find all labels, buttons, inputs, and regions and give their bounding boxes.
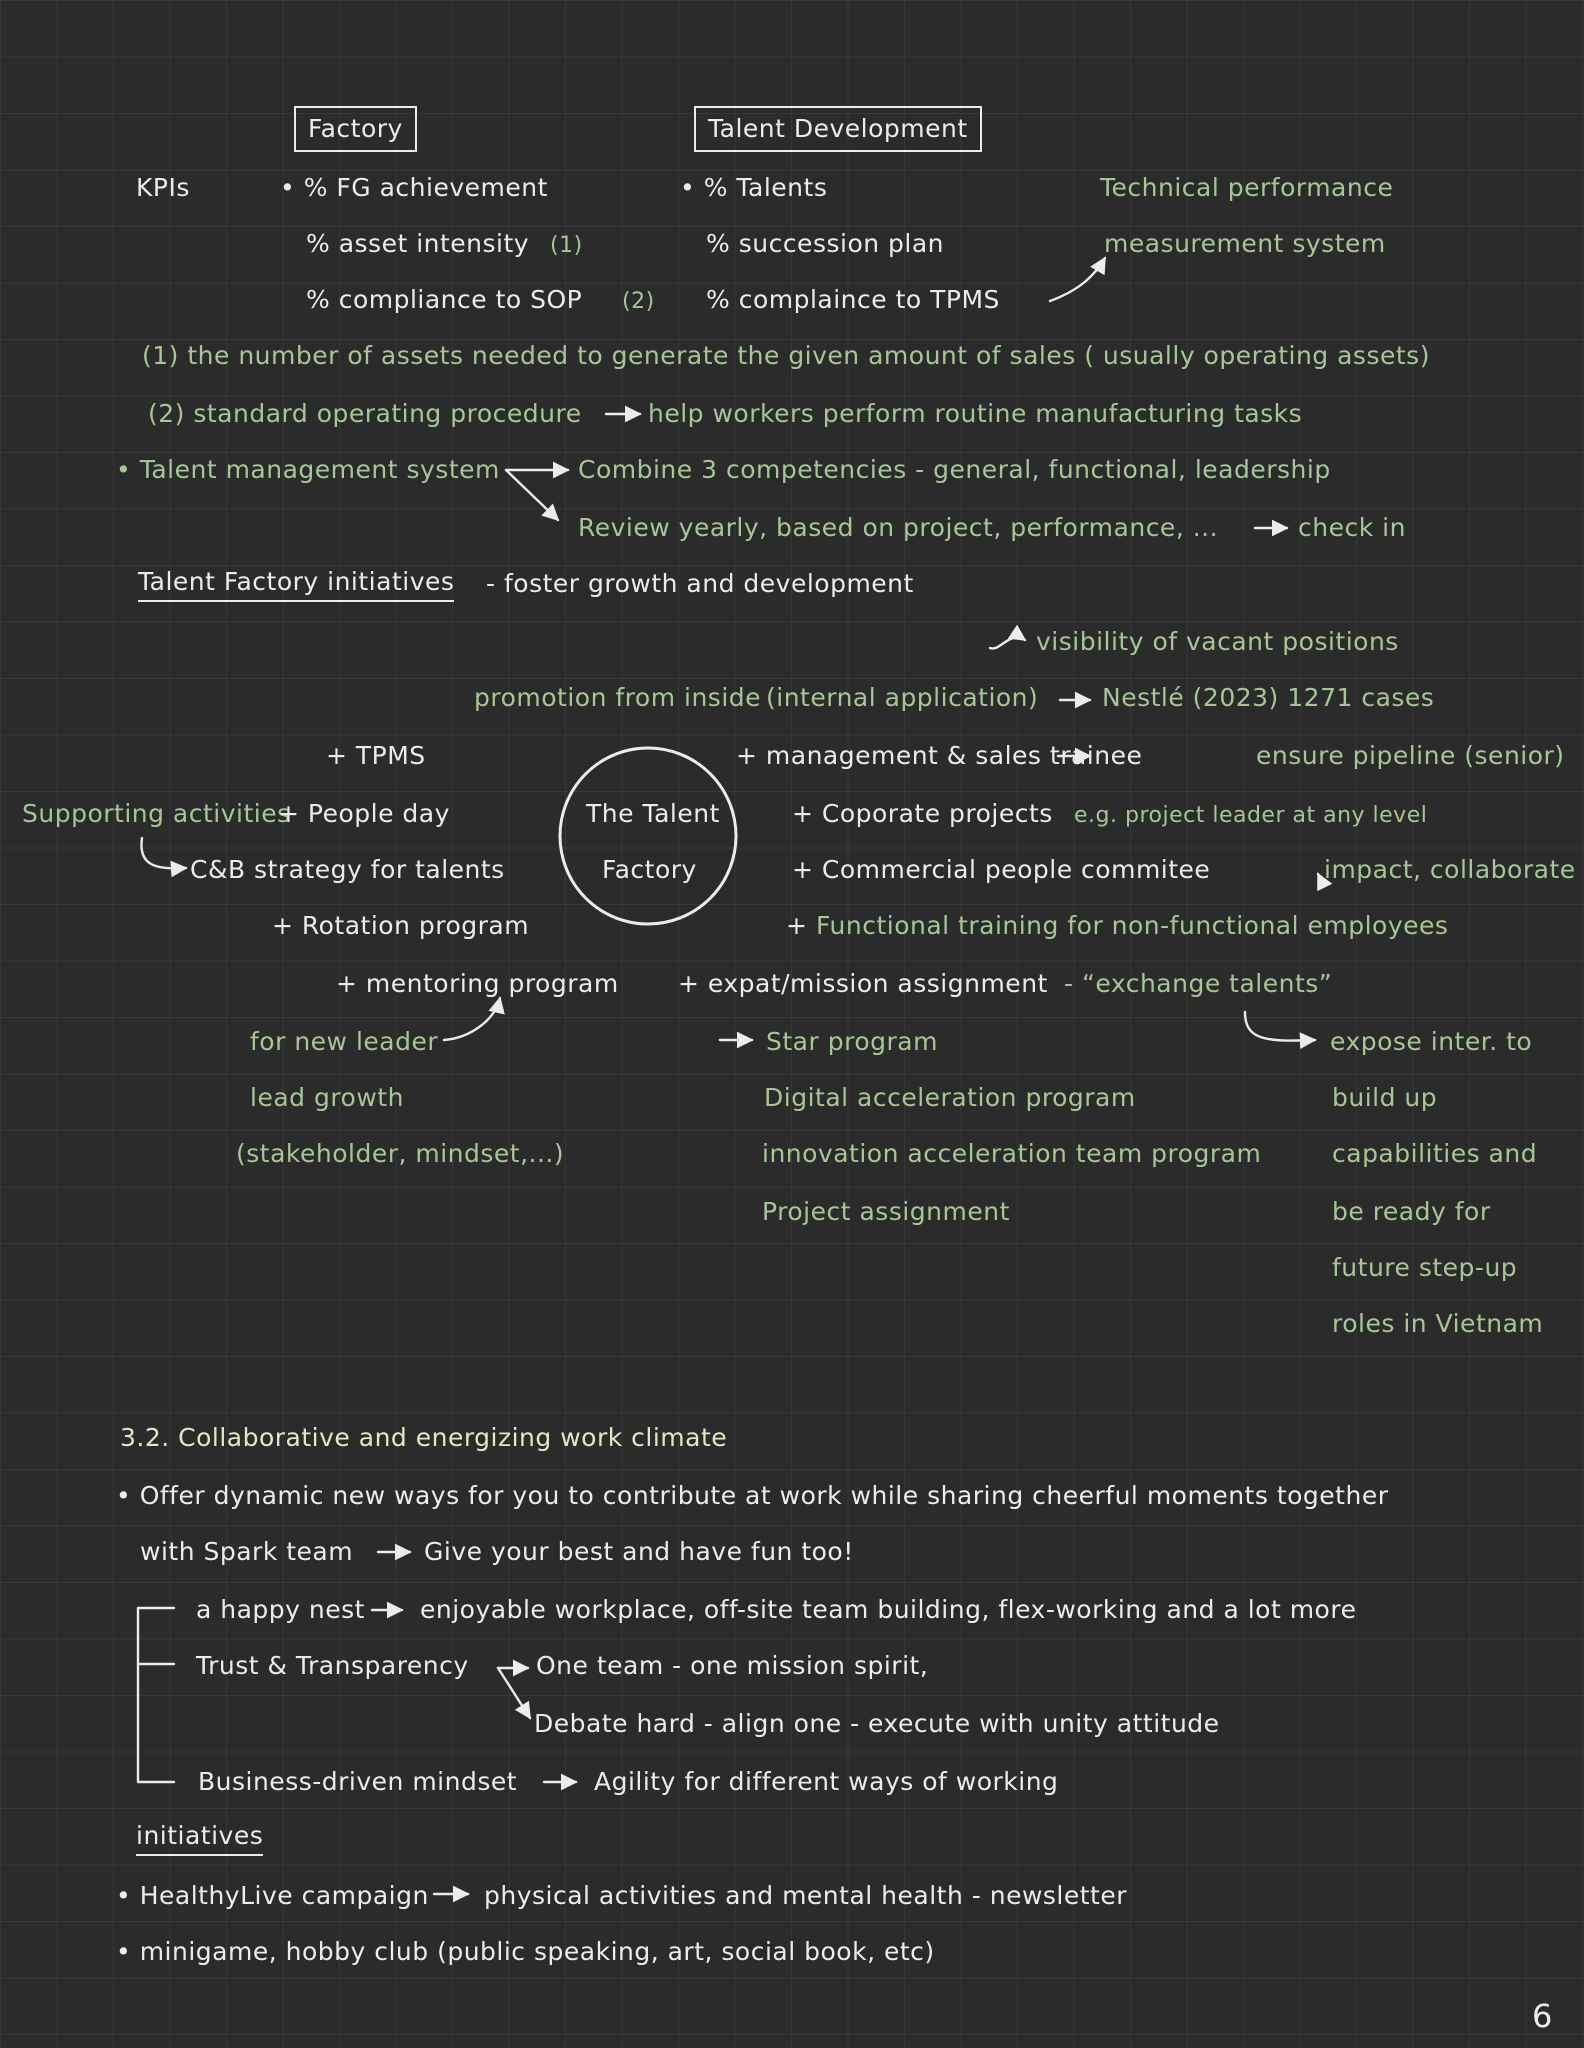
climate-branch: a happy nest	[196, 1595, 365, 1624]
supporting-activities: Supporting activities	[22, 799, 291, 828]
kpis-label: KPIs	[136, 173, 190, 202]
factory-kpi-item: % asset intensity	[306, 229, 530, 258]
talent-management-system: • Talent management system	[116, 455, 500, 484]
talent-kpi-item: • % Talents	[680, 173, 828, 202]
program-item: innovation acceleration team program	[762, 1139, 1262, 1168]
climate-initiative: • minigame, hobby club (public speaking, art, social book, etc)	[116, 1937, 935, 1966]
mentoring-note: (stakeholder, mindset,...)	[236, 1139, 565, 1168]
program-item: Digital acceleration program	[764, 1083, 1136, 1112]
expose-note: expose inter. to	[1330, 1027, 1533, 1056]
expose-note: capabilities and	[1332, 1139, 1538, 1168]
climate-initiative: • HealthyLive campaign	[116, 1881, 429, 1910]
right-initiative: + Commercial people commitee	[792, 855, 1211, 884]
factory-kpi-item: • % FG achievement	[280, 173, 548, 202]
climate-branch: Trust & Transparency	[196, 1651, 469, 1680]
right-initiative: + Coporate projects	[792, 799, 1053, 828]
climate-initiative-detail: physical activities and mental health - newsletter	[484, 1881, 1128, 1910]
left-initiative: + mentoring program	[336, 969, 619, 998]
pipeline-note: ensure pipeline (senior)	[1256, 741, 1565, 770]
program-item: Star program	[766, 1027, 938, 1056]
tms-branch: Combine 3 competencies - general, functional, leadership	[578, 455, 1331, 484]
expose-note: future step-up	[1332, 1253, 1518, 1282]
talent-factory-center: The Talent	[586, 799, 720, 828]
tpms-note: Technical performance	[1100, 173, 1394, 202]
factory-kpi-item: % compliance to SOP	[306, 285, 583, 314]
climate-intro-detail: Give your best and have fun too!	[424, 1537, 854, 1566]
right-initiative: + expat/mission assignment	[678, 969, 1048, 998]
talent-kpi-item: % complaince to TPMS	[706, 285, 1000, 314]
visibility-note: visibility of vacant positions	[1036, 627, 1399, 656]
mentoring-note: for new leader	[250, 1027, 439, 1056]
program-item: Project assignment	[762, 1197, 1010, 1226]
climate-branch-detail: One team - one mission spirit,	[536, 1651, 929, 1680]
climate-branch-detail: enjoyable workplace, off-site team building, flex-working and a lot more	[420, 1595, 1357, 1624]
factory-title: Factory	[294, 106, 417, 152]
right-initiative: Functional training for non-functional employees	[816, 911, 1449, 940]
expose-note: be ready for	[1332, 1197, 1491, 1226]
climate-branch: Business-driven mindset	[198, 1767, 518, 1796]
talent-factory-center: Factory	[602, 855, 697, 884]
left-initiative: + TPMS	[326, 741, 426, 770]
talent-development-title: Talent Development	[694, 106, 982, 152]
climate-intro: • Offer dynamic new ways for you to contribute at work while sharing cheerful moments together	[116, 1481, 1389, 1510]
impact-note: impact, collaborate	[1324, 855, 1576, 884]
mentoring-note: lead growth	[250, 1083, 404, 1112]
climate-branch-detail: Agility for different ways of working	[594, 1767, 1059, 1796]
tpms-note: measurement system	[1104, 229, 1386, 258]
right-initiative: + management & sales trainee	[736, 741, 1143, 770]
expose-note: build up	[1332, 1083, 1438, 1112]
climate-branch-detail: Debate hard - align one - execute with unity attitude	[534, 1709, 1220, 1738]
nestle-cases: Nestlé (2023) 1271 cases	[1102, 683, 1435, 712]
footnote-marker: (2)	[622, 289, 655, 314]
plus-sign: +	[786, 911, 808, 940]
left-initiative: + People day	[278, 799, 450, 828]
expose-note: roles in Vietnam	[1332, 1309, 1544, 1338]
footnote-2: (2) standard operating procedure	[148, 399, 582, 428]
climate-intro: with Spark team	[140, 1537, 354, 1566]
section-heading: 3.2. Collaborative and energizing work climate	[120, 1423, 728, 1452]
tms-check-in: check in	[1298, 513, 1406, 542]
page-number: 6	[1532, 1997, 1553, 2035]
promotion-from-inside: promotion from inside	[474, 683, 762, 712]
climate-initiatives-title: initiatives	[136, 1820, 263, 1856]
left-initiative: + Rotation program	[272, 911, 530, 940]
footnote-2-detail: help workers perform routine manufacturing tasks	[648, 399, 1303, 428]
footnote-marker: (1)	[550, 233, 583, 258]
footnote-1: (1) the number of assets needed to generate the given amount of sales ( usually operating assets)	[142, 341, 1430, 370]
internal-application: (internal application)	[766, 683, 1039, 712]
initiatives-title: Talent Factory initiatives	[138, 566, 454, 602]
talent-kpi-item: % succession plan	[706, 229, 945, 258]
initiatives-subtitle: - foster growth and development	[486, 569, 914, 598]
coporate-note: e.g. project leader at any level	[1074, 803, 1428, 828]
tms-branch: Review yearly, based on project, performance, ...	[578, 513, 1219, 542]
left-initiative: C&B strategy for talents	[190, 855, 505, 884]
exchange-talents: - “exchange talents”	[1064, 969, 1333, 998]
